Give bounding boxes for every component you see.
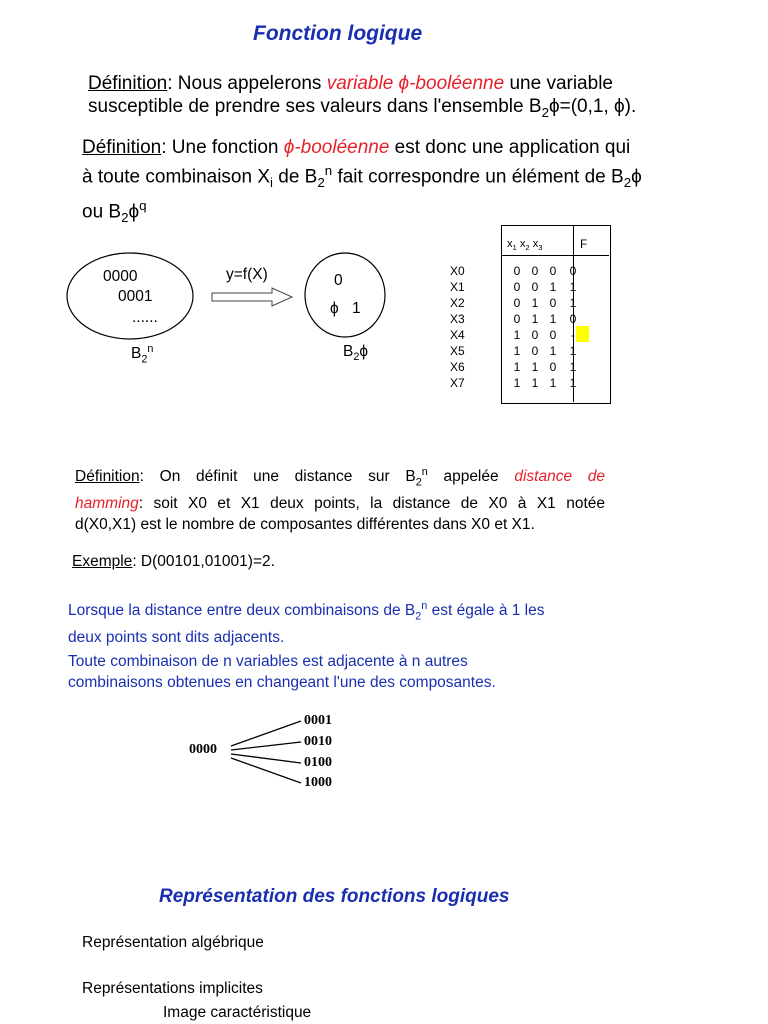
codomain-ellipse [305, 253, 385, 337]
adjacency-source: 0000 [189, 742, 217, 757]
mapping-label: y=f(X) [226, 266, 268, 283]
table-row: X5 1 0 1 1 [450, 344, 577, 358]
def1-label: Définition [88, 73, 168, 94]
adjacency-target: 0010 [304, 734, 332, 749]
table-row: X6 1 1 0 1 [450, 360, 577, 374]
def2-label: Définition [82, 137, 162, 158]
def3-highlight: distance de [514, 468, 606, 486]
def2-highlight: ϕ-booléenne [283, 137, 390, 158]
table-headers: $x_1$ $x_2$ $x_3$ [507, 238, 543, 253]
codomain-label: $B_2\phi$ [343, 343, 369, 364]
adjacency-lines [225, 712, 305, 792]
truth-table [450, 263, 584, 391]
def1-highlight: variable ϕ-booléenne [326, 73, 505, 94]
domain-item: 0001 [118, 288, 153, 305]
list-item: Représentations implicites [82, 980, 263, 997]
definition-1: Définition: Nous appelerons variable ϕ-booléenne une variable susceptible de prendre ses valeurs dans l'ensemble $B_2\phi=(0,1$, ϕ). [88, 73, 637, 120]
definition-3: Définition: On définit une distance sur $B_2^n$ appelée distance de hamming: soit X0 et X1 deux points, la distance de X0 à X1 notée d(X0,X1) est le nombre de composantes différentes dans X0 et X1. [75, 466, 606, 534]
adjacency-definition: Lorsque la distance entre deux combinaisons de $B_2^n$ est égale à 1 les deux points sont dits adjacents. [68, 600, 545, 647]
def3-label: Définition [75, 468, 140, 486]
example: Exemple: D(00101,01001)=2. [72, 553, 275, 570]
domain-item: ...... [132, 309, 158, 326]
table-row: X3 0 1 1 0 [450, 312, 577, 326]
example-label: Exemple [72, 553, 133, 570]
adjacency-target: 0100 [304, 755, 332, 770]
codomain-item: ϕ [330, 300, 339, 317]
list-item: Image caractéristique [163, 1004, 312, 1021]
table-row: X2 0 1 0 1 [450, 296, 577, 310]
domain-item: 0000 [103, 268, 138, 285]
page-title: Fonction logique [253, 22, 423, 45]
codomain-item: 1 [352, 300, 361, 317]
domain-label: $B_2^n$ [131, 343, 154, 366]
adjacency-property: Toute combinaison de n variables est adjacente à n autres combinaisons obtenues en changeant l'une des composantes. [68, 653, 496, 691]
codomain-item: 0 [334, 272, 343, 289]
section-title: Représentation des fonctions logiques [159, 886, 510, 907]
list-item: Représentation algébrique [82, 934, 264, 951]
adjacency-target: 0001 [304, 713, 332, 728]
table-row: X4 1 0 0 - [450, 328, 575, 342]
definition-2: Définition: Une fonction ϕ-booléenne est donc une application qui à toute combinaison $X_i$ de $B_2^n$ fait correspondre un élément de $B_2\phi$ ou $B_2\phi^q$ [82, 137, 642, 226]
table-row: X1 0 0 1 1 [450, 280, 577, 294]
mapping-arrow [212, 288, 292, 306]
table-header-f: F [580, 237, 588, 251]
truth-table-header-rule [501, 255, 609, 256]
table-row: X0 0 0 0 0 [450, 264, 577, 278]
table-row: X7 1 1 1 1 [450, 376, 577, 390]
adjacency-target: 1000 [304, 775, 332, 790]
